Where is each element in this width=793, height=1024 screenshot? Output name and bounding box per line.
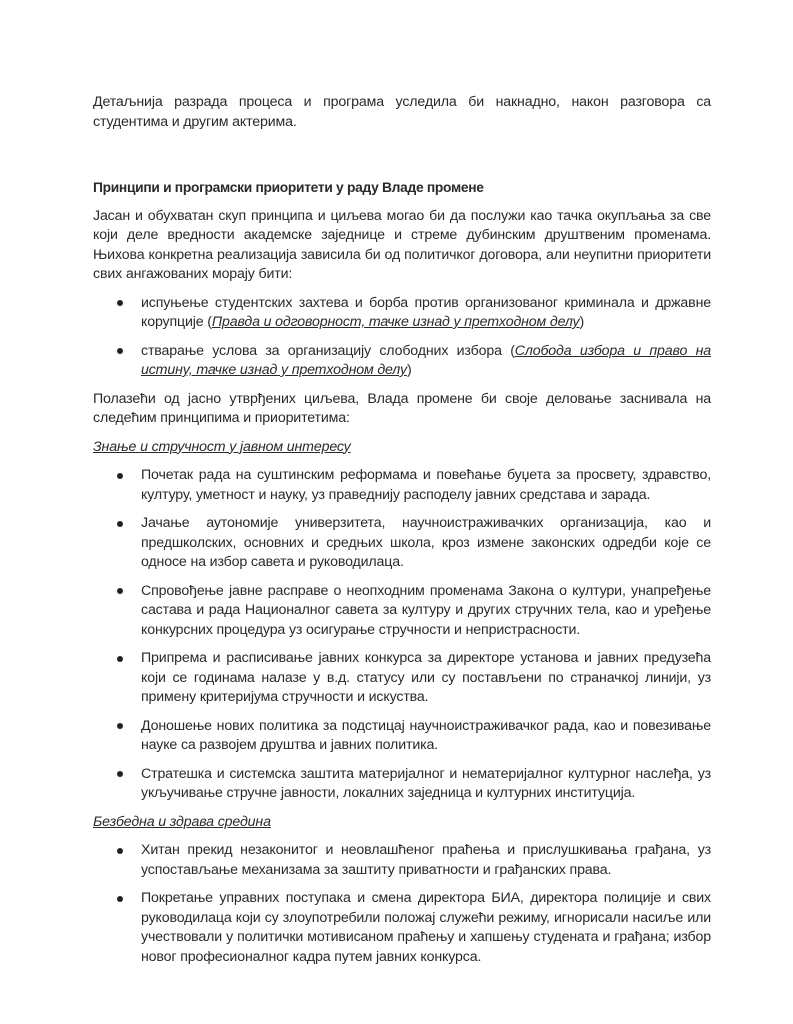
list-item bbox=[93, 841, 711, 880]
list-item bbox=[93, 294, 711, 333]
bullet-icon bbox=[117, 521, 123, 527]
subheading-knowledge: Знање и стручност у јавном интересу bbox=[93, 438, 351, 455]
bullet-icon bbox=[117, 348, 123, 354]
document-page bbox=[93, 93, 711, 976]
bullet-icon bbox=[117, 771, 123, 777]
subheading-safety: Безбедна и здрава средина bbox=[93, 813, 271, 830]
list-item-text: Припрема и расписивање јавних конкурса за директоре установа и јавних предузећа који се годинама налазе у в.д. статусу или су постављени по страначкој линији, уз примену критеријума стручности и искуства. bbox=[141, 650, 711, 705]
principles-intro: Полазећи од јасно утврђених циљева, Влада промене би своје деловање заснивала на следећим принципима и приоритетима: bbox=[93, 390, 711, 426]
bullet-icon bbox=[117, 656, 123, 662]
bullet-icon bbox=[117, 473, 123, 479]
section-paragraph: Јасан и обухватан скуп принципа и циљева могао би да послужи као тачка окупљања за све који деле вредности академске заједнице и стреме дубинским друштвеним променама. Њихова конкретна реализација зависила би од политичког договора, али неупитни приоритети свих ангажованих морају бити: bbox=[93, 207, 711, 282]
list-item bbox=[93, 889, 711, 967]
list-item-text: Хитан прекид незаконитог и неовлашћеног праћења и прислушкивања грађана, уз успостављање механизама за заштиту приватности и грађанских права. bbox=[141, 842, 711, 878]
cross-reference: Слобода избора и право на истину, тачке изнад у претходном делу bbox=[141, 342, 711, 378]
bullet-icon bbox=[117, 848, 123, 854]
priority-text: стварање услова за организацију слободних избора ( bbox=[141, 342, 515, 359]
list-item-text: Почетак рада на суштинским реформама и повећање буџета за просвету, здравство, културу, уметност и науку, уз праведнију расподелу јавних средстава и зарада. bbox=[141, 467, 711, 503]
priorities-list bbox=[93, 294, 711, 381]
list-item bbox=[93, 765, 711, 804]
list-item-text: Спровођење јавне расправе о неопходним променама Закона о култури, унапређење састава и рада Националног савета за културу и других стручних тела, као и уређење конкурсних процедура уз осигурање стручности и непристрасности. bbox=[141, 582, 711, 638]
list-item bbox=[93, 342, 711, 381]
priority-close: ) bbox=[579, 314, 585, 330]
bullet-icon bbox=[117, 588, 123, 594]
bullet-icon bbox=[117, 723, 123, 729]
bullet-icon bbox=[117, 300, 123, 306]
list-item bbox=[93, 466, 711, 505]
list-item-text: Покретање управних поступака и смена директора БИА, директора полиције и свих руководилаца који су злоупотребили положај служећи режиму, игнорисали насиље или учествовали у политички мотивисаном праћењу и хапшењу студената и грађана; избор новог професионалног кадра путем јавних конкурса. bbox=[141, 890, 711, 965]
list-item bbox=[93, 717, 711, 756]
section-heading: Принципи и програмски приоритети у раду Владе промене bbox=[93, 180, 484, 195]
list-item-text: Доношење нових политика за подстицај научноистраживачког рада, као и повезивање науке са развојем друштва и јавних политика. bbox=[141, 717, 711, 753]
bullet-icon bbox=[117, 896, 123, 902]
priority-text: испуњење студентских захтева и борба против организованог криминала и државне корупције ( bbox=[141, 294, 711, 330]
list-item-text: Стратешка и системска заштита материјалног и нематеријалног културног наслеђа, уз укључивање стручне јавности, локалних заједница и културних институција. bbox=[141, 765, 711, 801]
knowledge-list bbox=[93, 466, 711, 804]
list-item bbox=[93, 649, 711, 708]
safety-list bbox=[93, 841, 711, 967]
list-item bbox=[93, 582, 711, 641]
priority-close: ) bbox=[406, 362, 412, 378]
cross-reference: Правда и одговорност, тачке изнад у претходном делу bbox=[211, 314, 580, 330]
list-item-text: Јачање аутономије универзитета, научноистраживачких организација, као и предшколских, основних и средњих школа, кроз измене законских одредби које се односе на избор савета и руководилаца. bbox=[141, 515, 711, 570]
intro-paragraph: Детаљнија разрада процеса и програма уследила би накнадно, након разговора са студентима и другим актерима. bbox=[93, 94, 711, 130]
list-item bbox=[93, 514, 711, 573]
